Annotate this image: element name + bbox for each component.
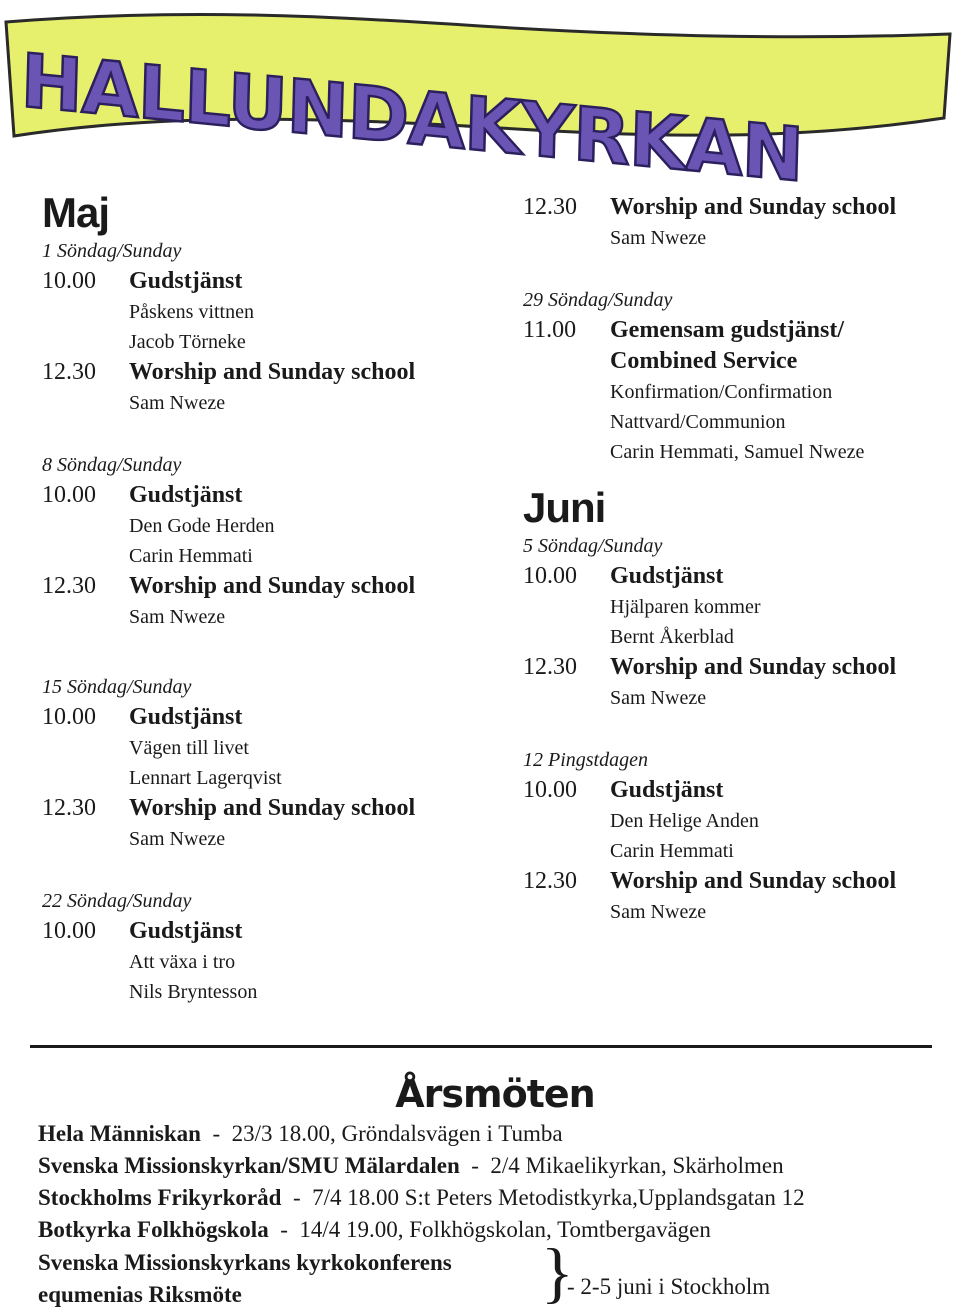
service (523, 192, 943, 223)
banner (0, 0, 960, 199)
service-title: Worship and Sunday school (129, 795, 416, 821)
service-leader: Sam Nweze (129, 392, 226, 414)
meeting-name: equmenias Riksmöte (38, 1282, 242, 1307)
service-detail: Den Gode Herden (129, 515, 275, 537)
service (42, 480, 482, 511)
brace-symbol: } (541, 1234, 574, 1310)
meeting-name-line1 (38, 1248, 452, 1278)
service-leader: Bernt Åkerblad (610, 626, 734, 648)
service (523, 866, 943, 897)
meeting-name-line2 (38, 1280, 242, 1310)
service-title: Gudstjänst (129, 482, 243, 508)
service-time: 10.00 (42, 704, 96, 730)
service-time: 10.00 (523, 777, 577, 803)
meeting-separator: - (281, 1185, 313, 1210)
day-block (42, 236, 482, 418)
service-title: Combined Service (610, 348, 798, 374)
meeting-name: Svenska Missionskyrkans kyrkokonferens (38, 1250, 452, 1275)
church-name: HALLUNDAKYRKAN (19, 38, 804, 199)
day-label: 5 Söndag/Sunday (523, 535, 663, 557)
day-label: 29 Söndag/Sunday (523, 289, 673, 311)
service-detail: Att växa i tro (129, 951, 236, 973)
divider (30, 1045, 932, 1048)
service (523, 315, 943, 346)
right-column (523, 192, 943, 927)
arsmoten-heading: Årsmöten (395, 1072, 595, 1116)
service-title: Worship and Sunday school (129, 359, 416, 385)
day-label: 12 Pingstdagen (523, 749, 648, 771)
day-label: 22 Söndag/Sunday (42, 890, 192, 912)
maj-column (42, 190, 482, 1007)
meeting-info: 23/3 18.00, Gröndalsvägen i Tumba (231, 1121, 563, 1146)
service-time: 12.30 (42, 795, 96, 821)
day-block (42, 672, 482, 854)
meeting-row (38, 1183, 805, 1213)
service-title: Gudstjänst (610, 563, 724, 589)
meeting-info: - 2-5 juni i Stockholm (567, 1274, 771, 1299)
service-leader: Jacob Törneke (129, 331, 246, 353)
meeting-separator: - (268, 1217, 300, 1242)
meeting-row (38, 1151, 784, 1181)
service-title: Gudstjänst (129, 704, 243, 730)
service-title-cont (523, 346, 943, 377)
service-leader: Sam Nweze (129, 606, 226, 628)
service-title: Worship and Sunday school (610, 194, 897, 220)
meeting-name: Hela Människan (38, 1121, 201, 1146)
service-time: 12.30 (523, 194, 577, 220)
service (42, 357, 482, 388)
meeting-name: Stockholms Frikyrkoråd (38, 1185, 282, 1210)
service-time: 10.00 (42, 268, 96, 294)
service-detail: Vägen till livet (129, 737, 249, 759)
service (523, 775, 943, 806)
month-heading-juni: Juni (523, 484, 606, 531)
service-leader: Sam Nweze (610, 901, 707, 923)
month-heading-maj: Maj (42, 189, 110, 236)
service-time: 12.30 (42, 573, 96, 599)
service-leader: Carin Hemmati (610, 840, 734, 862)
service-leader: Lennart Lagerqvist (129, 767, 282, 789)
day-label: 1 Söndag/Sunday (42, 240, 182, 262)
day-block (42, 450, 482, 632)
service-leader: Sam Nweze (610, 687, 707, 709)
meeting-name: Botkyrka Folkhögskola (38, 1217, 269, 1242)
service (42, 793, 482, 824)
service-title: Gemensam gudstjänst/ (610, 317, 845, 343)
service-leader: Carin Hemmati, Samuel Nweze (610, 441, 865, 463)
service-title: Worship and Sunday school (610, 868, 897, 894)
service-time: 10.00 (42, 918, 96, 944)
service-title: Gudstjänst (129, 268, 243, 294)
service (523, 561, 943, 592)
service (42, 916, 482, 947)
service-time: 10.00 (42, 482, 96, 508)
meeting-info: 14/4 19.00, Folkhögskolan, Tomtbergavägen (299, 1217, 711, 1242)
service-leader: Carin Hemmati (129, 545, 253, 567)
service-detail: Nattvard/Communion (610, 411, 786, 433)
service-time: 12.30 (42, 359, 96, 385)
meeting-row (38, 1215, 711, 1245)
service-time: 11.00 (523, 317, 577, 343)
day-block (523, 531, 943, 713)
day-block (523, 285, 943, 467)
service-title: Gudstjänst (129, 918, 243, 944)
meeting-row (38, 1119, 563, 1149)
service-title: Worship and Sunday school (129, 573, 416, 599)
service-detail: Konfirmation/Confirmation (610, 381, 833, 403)
meeting-separator: - (200, 1121, 232, 1146)
service-title: Gudstjänst (610, 777, 724, 803)
service (42, 702, 482, 733)
day-block (42, 886, 482, 1007)
service-time: 10.00 (523, 563, 577, 589)
day-block (523, 745, 943, 927)
service-detail: Påskens vittnen (129, 301, 254, 323)
day-block-continued (523, 192, 943, 253)
service-detail: Den Helige Anden (610, 810, 759, 832)
service-leader: Nils Bryntesson (129, 981, 258, 1003)
meeting-info: 2/4 Mikaelikyrkan, Skärholmen (490, 1153, 784, 1178)
day-label: 8 Söndag/Sunday (42, 454, 182, 476)
service-time: 12.30 (523, 654, 577, 680)
meeting-separator: - (459, 1153, 491, 1178)
service-leader: Sam Nweze (610, 227, 707, 249)
service-time: 12.30 (523, 868, 577, 894)
meeting-name: Svenska Missionskyrkan/SMU Mälardalen (38, 1153, 460, 1178)
service (42, 571, 482, 602)
service-detail: Hjälparen kommer (610, 596, 761, 618)
service (42, 266, 482, 297)
meeting-info: 7/4 18.00 S:t Peters Metodistkyrka,Upplandsgatan 12 (312, 1185, 805, 1210)
day-label: 15 Söndag/Sunday (42, 676, 192, 698)
service-leader: Sam Nweze (129, 828, 226, 850)
service-title: Worship and Sunday school (610, 654, 897, 680)
service (523, 652, 943, 683)
